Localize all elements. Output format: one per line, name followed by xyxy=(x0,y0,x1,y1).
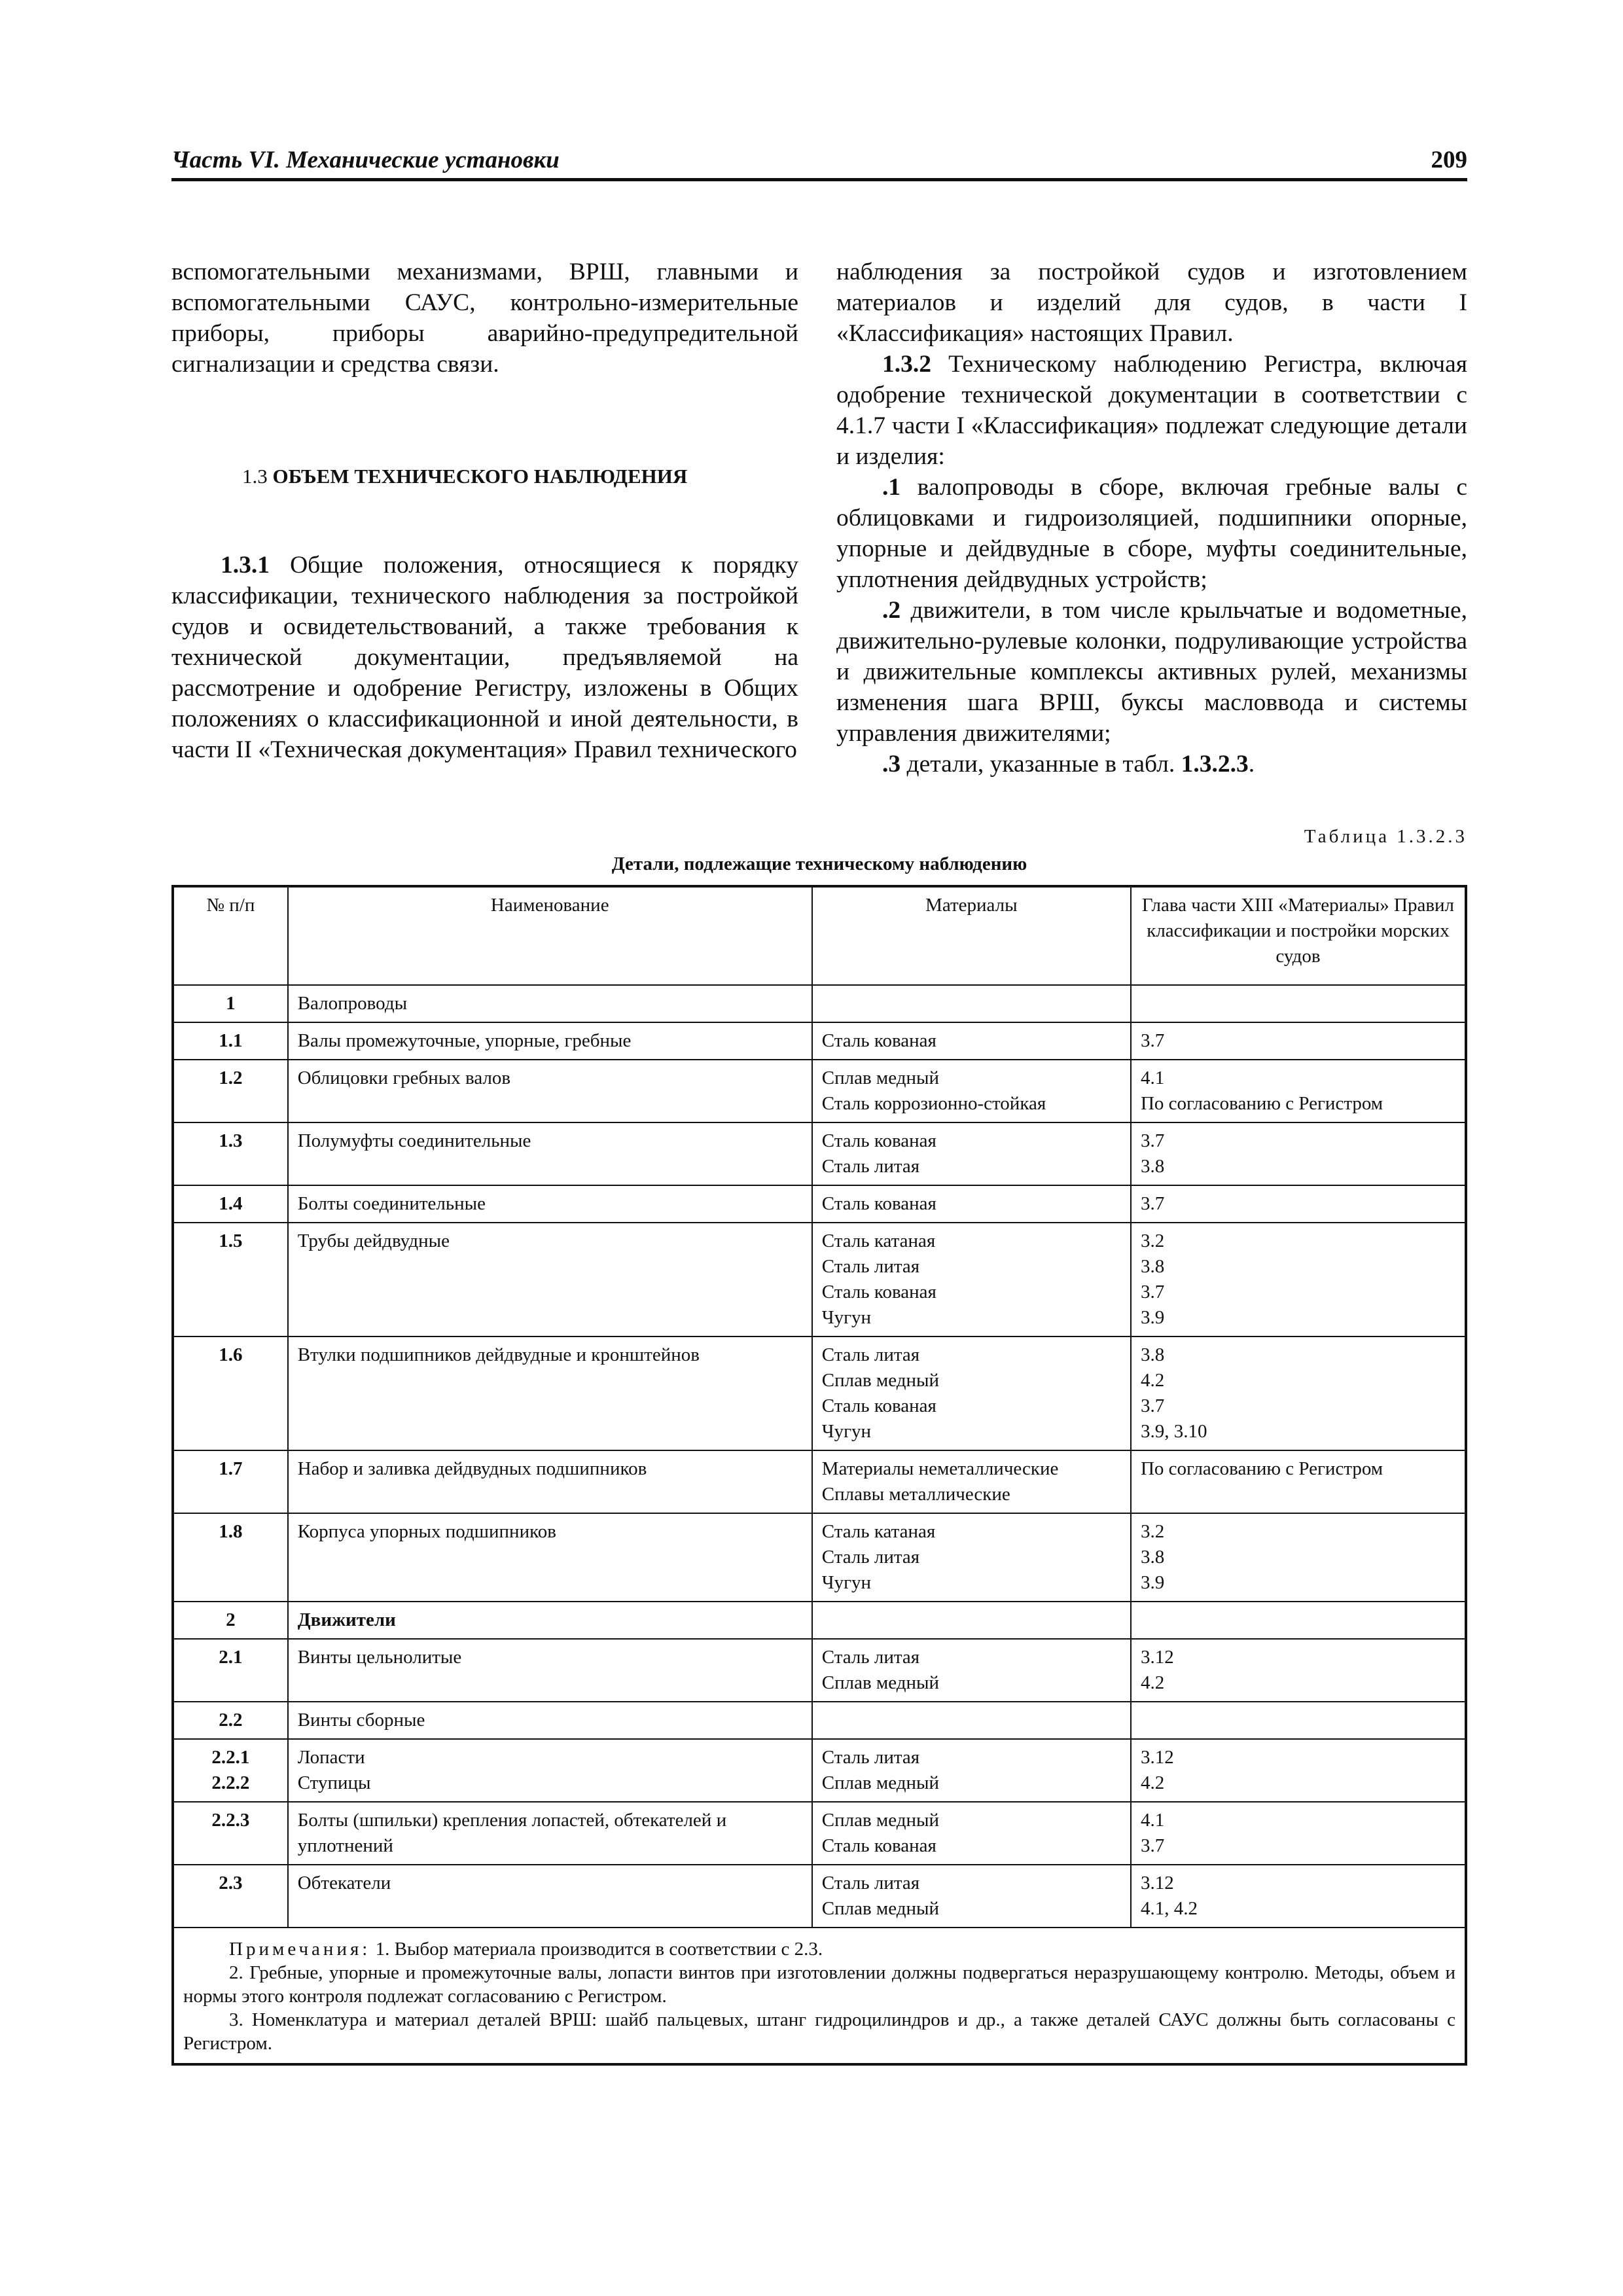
row-chapters xyxy=(1131,985,1466,1022)
left-paragraph-1: вспомогательными механизмами, ВРШ, главными и вспомогательными САУС, контрольно-измерительные приборы, приборы аварийно-предупредительной сигнализации и средства связи. xyxy=(171,259,798,378)
row-chapters-line: 4.1 xyxy=(1140,1810,1165,1831)
row-chapters-line: 4.1, 4.2 xyxy=(1140,1898,1198,1919)
row-materials-line: Сплав медный xyxy=(821,1067,940,1088)
table-row xyxy=(173,1122,1466,1185)
row-materials-line: Сплав медный xyxy=(821,1772,940,1793)
clause-number: 1.3.2 xyxy=(882,351,931,378)
row-name xyxy=(288,1513,812,1602)
row-chapters xyxy=(1131,1122,1466,1185)
row-name xyxy=(288,985,812,1022)
table-row xyxy=(173,1865,1466,1928)
row-number xyxy=(173,1450,288,1513)
row-name xyxy=(288,1602,812,1639)
table-row xyxy=(173,1450,1466,1513)
row-name-line: Движители xyxy=(297,1609,396,1630)
row-materials xyxy=(812,1223,1131,1336)
table-row xyxy=(173,1513,1466,1602)
row-number-line: 2.2 xyxy=(219,1710,243,1731)
row-materials-line: Сталь литая xyxy=(821,1873,920,1893)
table-row xyxy=(173,1602,1466,1639)
row-number xyxy=(173,985,288,1022)
row-materials-line: Сталь катаная xyxy=(821,1230,936,1251)
row-name-line: Валопроводы xyxy=(297,993,408,1014)
header-chapter: Глава части XIII «Материалы» Правил классификации и постройки морских судов xyxy=(1131,886,1466,985)
row-chapters xyxy=(1131,1060,1466,1122)
row-materials-line: Чугун xyxy=(821,1572,872,1593)
row-chapters xyxy=(1131,1336,1466,1450)
row-chapters-line: 4.2 xyxy=(1140,1772,1165,1793)
row-chapters-line: 3.8 xyxy=(1140,1344,1165,1365)
row-materials-line: Сталь катаная xyxy=(821,1521,936,1542)
row-materials-line: Сплав медный xyxy=(821,1810,940,1831)
item-text: валопроводы в сборе, включая гребные валы с облицовками и гидроизоляцией, подшипники опорные, упорные и дейдвудные в сборе, муфты соединительные, уплотнения дейдвудных устройств; xyxy=(836,474,1467,593)
table-row xyxy=(173,1060,1466,1122)
table-header-row xyxy=(173,886,1466,985)
header-materials: Материалы xyxy=(812,886,1131,985)
section-title xyxy=(242,465,687,488)
row-chapters xyxy=(1131,1639,1466,1702)
table-number-caption: Таблица 1.3.2.3 xyxy=(1304,826,1467,847)
note-2: 2. Гребные, упорные и промежуточные валы, лопасти винтов при изготовлении должны подвергаться неразрушающему контролю. Методы, объем и нормы этого контроля подлежат согласованию с Регистром. xyxy=(183,1962,1455,2007)
list-item-2 xyxy=(836,595,1467,749)
row-number-line: 2 xyxy=(226,1609,236,1630)
row-materials xyxy=(812,1602,1131,1639)
row-chapters xyxy=(1131,1865,1466,1928)
row-chapters xyxy=(1131,1185,1466,1223)
row-materials-line: Сталь кованая xyxy=(821,1030,936,1051)
header-name: Наименование xyxy=(288,886,812,985)
section-heading: ОБЪЕМ ТЕХНИЧЕСКОГО НАБЛЮДЕНИЯ xyxy=(272,465,688,488)
row-number xyxy=(173,1022,288,1060)
row-number xyxy=(173,1602,288,1639)
row-name xyxy=(288,1122,812,1185)
row-chapters-line: 4.1 xyxy=(1140,1067,1165,1088)
row-name-line: Набор и заливка дейдвудных подшипников xyxy=(297,1458,647,1479)
row-name-line: Винты цельнолитые xyxy=(297,1647,462,1668)
row-chapters-line: 3.9 xyxy=(1140,1307,1165,1328)
page-header xyxy=(171,144,1467,181)
row-chapters xyxy=(1131,1739,1466,1802)
row-chapters-line: 4.2 xyxy=(1140,1672,1165,1693)
table-reference: 1.3.2.3 xyxy=(1181,751,1249,778)
row-chapters xyxy=(1131,1802,1466,1865)
note-1: 1. Выбор материала производится в соответствии с 2.3. xyxy=(370,1939,823,1960)
row-name-line: Полумуфты соединительные xyxy=(297,1130,531,1151)
row-name xyxy=(288,1802,812,1865)
row-materials xyxy=(812,1022,1131,1060)
row-number-line: 1.3 xyxy=(219,1130,243,1151)
paragraph-1-3-1 xyxy=(171,550,798,765)
paragraph-1-3-2 xyxy=(836,349,1467,472)
row-number xyxy=(173,1639,288,1702)
row-materials xyxy=(812,1122,1131,1185)
left-column xyxy=(171,257,798,380)
row-number-line: 1.8 xyxy=(219,1521,243,1542)
table-row xyxy=(173,1739,1466,1802)
row-materials xyxy=(812,1639,1131,1702)
table-row xyxy=(173,1223,1466,1336)
right-paragraph-0: наблюдения за постройкой судов и изготовлением материалов и изделий для судов, в части I «Классификация» настоящих Правил. xyxy=(836,259,1467,347)
row-name xyxy=(288,1865,812,1928)
item-text: движители, в том числе крыльчатые и водометные, движительно-рулевые колонки, подруливающие устройства и движительные комплексы активных рулей, механизмы изменения шага ВРШ, буксы масловвода и системы управления движителями; xyxy=(836,597,1467,747)
page-number: 209 xyxy=(1431,147,1467,173)
row-materials-line: Сталь кованая xyxy=(821,1130,936,1151)
row-name xyxy=(288,1739,812,1802)
list-item-1 xyxy=(836,472,1467,595)
row-name-line: Валы промежуточные, упорные, гребные xyxy=(297,1030,632,1051)
row-materials-line: Сталь кованая xyxy=(821,1282,936,1302)
row-chapters-line: 3.9 xyxy=(1140,1572,1165,1593)
table-notes xyxy=(173,1928,1466,2064)
row-number-line: 2.3 xyxy=(219,1873,243,1893)
row-number-line: 2.2.2 xyxy=(211,1772,250,1793)
row-name-line: Болты соединительные xyxy=(297,1193,486,1214)
row-name xyxy=(288,1336,812,1450)
table-row xyxy=(173,985,1466,1022)
row-name-line: Втулки подшипников дейдвудные и кронштейнов xyxy=(297,1344,700,1365)
row-number xyxy=(173,1865,288,1928)
row-number-line: 1.1 xyxy=(219,1030,243,1051)
row-chapters-line: 3.8 xyxy=(1140,1256,1165,1277)
row-number xyxy=(173,1223,288,1336)
item-text: детали, указанные в табл. xyxy=(901,751,1181,778)
row-number xyxy=(173,1060,288,1122)
row-number-line: 2.2.3 xyxy=(211,1810,250,1831)
row-name-line: Болты (шпильки) крепления лопастей, обтекателей и уплотнений xyxy=(297,1810,727,1856)
row-name-line: Ступицы xyxy=(297,1772,371,1793)
row-name xyxy=(288,1060,812,1122)
row-chapters-line: 3.12 xyxy=(1140,1647,1174,1668)
row-materials-line: Материалы неметаллические xyxy=(821,1458,1059,1479)
row-materials-line: Сталь кованая xyxy=(821,1835,936,1856)
row-name-line: Трубы дейдвудные xyxy=(297,1230,450,1251)
table-row xyxy=(173,1702,1466,1739)
row-chapters-line: 3.7 xyxy=(1140,1282,1165,1302)
row-materials-line: Сталь кованая xyxy=(821,1193,936,1214)
row-chapters-line: 4.2 xyxy=(1140,1370,1165,1391)
row-materials-line: Сталь литая xyxy=(821,1256,920,1277)
row-materials xyxy=(812,1702,1131,1739)
item-number: .2 xyxy=(882,597,901,624)
row-materials-line: Сплавы металлические xyxy=(821,1484,1010,1505)
table-title: Детали, подлежащие техническому наблюдению xyxy=(611,853,1027,874)
row-materials-line: Сплав медный xyxy=(821,1370,940,1391)
table-row xyxy=(173,1185,1466,1223)
row-materials-line: Сталь литая xyxy=(821,1747,920,1768)
row-chapters-line: 3.7 xyxy=(1140,1193,1165,1214)
list-item-3 xyxy=(836,749,1467,780)
row-chapters-line: 3.8 xyxy=(1140,1547,1165,1568)
row-materials-line: Сталь кованая xyxy=(821,1395,936,1416)
row-name-line: Обтекатели xyxy=(297,1873,391,1893)
row-number-line: 1.5 xyxy=(219,1230,243,1251)
row-name xyxy=(288,1185,812,1223)
running-head: Часть VI. Механические установки xyxy=(171,147,560,173)
row-materials-line: Сплав медный xyxy=(821,1898,940,1919)
table-row xyxy=(173,1802,1466,1865)
row-number-line: 2.1 xyxy=(219,1647,243,1668)
row-number-line: 1.6 xyxy=(219,1344,243,1365)
row-name-line: Корпуса упорных подшипников xyxy=(297,1521,556,1542)
row-number-line: 1.2 xyxy=(219,1067,243,1088)
row-number-line: 1.7 xyxy=(219,1458,243,1479)
row-number xyxy=(173,1802,288,1865)
row-chapters-line: 3.7 xyxy=(1140,1395,1165,1416)
note-3: 3. Номенклатура и материал деталей ВРШ: шайб пальцевых, штанг гидроцилиндров и др., а также деталей САУС должны быть согласованы с Регистром. xyxy=(183,2009,1455,2054)
row-materials xyxy=(812,1185,1131,1223)
right-column xyxy=(836,257,1467,780)
row-chapters xyxy=(1131,1450,1466,1513)
item-number: .1 xyxy=(882,474,901,501)
row-materials xyxy=(812,1865,1131,1928)
item-number: .3 xyxy=(882,751,901,778)
table-row xyxy=(173,1022,1466,1060)
section-text xyxy=(171,550,798,765)
row-chapters-line: По согласованию с Регистром xyxy=(1140,1458,1383,1479)
row-name-line: Облицовки гребных валов xyxy=(297,1067,511,1088)
item-end: . xyxy=(1248,751,1255,778)
row-materials-line: Сталь литая xyxy=(821,1647,920,1668)
row-number xyxy=(173,1739,288,1802)
row-materials-line: Чугун xyxy=(821,1307,872,1328)
row-materials-line: Сталь литая xyxy=(821,1156,920,1177)
row-number xyxy=(173,1702,288,1739)
row-chapters xyxy=(1131,1702,1466,1739)
row-materials xyxy=(812,1513,1131,1602)
row-materials xyxy=(812,1450,1131,1513)
row-chapters xyxy=(1131,1022,1466,1060)
row-chapters-line: 3.2 xyxy=(1140,1230,1165,1251)
table-row xyxy=(173,1639,1466,1702)
row-chapters xyxy=(1131,1223,1466,1336)
row-name xyxy=(288,1223,812,1336)
row-materials xyxy=(812,1060,1131,1122)
row-name xyxy=(288,1639,812,1702)
row-chapters-line: 3.7 xyxy=(1140,1835,1165,1856)
row-chapters-line: 3.7 xyxy=(1140,1130,1165,1151)
table-row xyxy=(173,1336,1466,1450)
row-materials-line: Сталь литая xyxy=(821,1547,920,1568)
row-number xyxy=(173,1122,288,1185)
row-materials xyxy=(812,985,1131,1022)
row-number xyxy=(173,1185,288,1223)
row-name xyxy=(288,1022,812,1060)
row-name-line: Лопасти xyxy=(297,1747,365,1768)
row-number-line: 2.2.1 xyxy=(211,1747,250,1768)
row-materials xyxy=(812,1336,1131,1450)
row-name xyxy=(288,1450,812,1513)
section-number: 1.3 xyxy=(242,465,268,488)
row-materials-line: Чугун xyxy=(821,1421,872,1442)
row-chapters-line: 3.8 xyxy=(1140,1156,1165,1177)
row-chapters-line: 3.12 xyxy=(1140,1747,1174,1768)
row-name-line: Винты сборные xyxy=(297,1710,425,1731)
row-name xyxy=(288,1702,812,1739)
row-number xyxy=(173,1513,288,1602)
row-chapters-line: 3.9, 3.10 xyxy=(1140,1421,1207,1442)
row-materials-line: Сплав медный xyxy=(821,1672,940,1693)
row-chapters xyxy=(1131,1513,1466,1602)
row-materials-line: Сталь коррозионно-стойкая xyxy=(821,1093,1046,1114)
row-number-line: 1 xyxy=(226,993,236,1014)
row-chapters-line: 3.7 xyxy=(1140,1030,1165,1051)
row-chapters-line: 3.2 xyxy=(1140,1521,1165,1542)
row-materials xyxy=(812,1802,1131,1865)
clause-text: Общие положения, относящиеся к порядку классификации, технического наблюдения за постройкой судов и освидетельствований, а также требования к технической документации, предъявляемой на рассмотрение и одобрение Регистру, изложены в Общих положениях о классификационной и иной деятельности, в части II «Техническая документация» Правил технического xyxy=(171,552,798,763)
row-number-line: 1.4 xyxy=(219,1193,243,1214)
row-chapters-line: По согласованию с Регистром xyxy=(1140,1093,1383,1114)
clause-text: Техническому наблюдению Регистра, включая одобрение технической документации в соответствии с 4.1.7 части I «Классификация» подлежат следующие детали и изделия: xyxy=(836,351,1467,470)
row-number xyxy=(173,1336,288,1450)
notes-label: Примечания: xyxy=(229,1939,371,1960)
row-materials xyxy=(812,1739,1131,1802)
header-num: № п/п xyxy=(173,886,288,985)
table-notes-row xyxy=(173,1928,1466,2064)
parts-table xyxy=(171,885,1467,2066)
row-materials-line: Сталь литая xyxy=(821,1344,920,1365)
row-chapters-line: 3.12 xyxy=(1140,1873,1174,1893)
clause-number: 1.3.1 xyxy=(221,552,270,579)
row-chapters xyxy=(1131,1602,1466,1639)
